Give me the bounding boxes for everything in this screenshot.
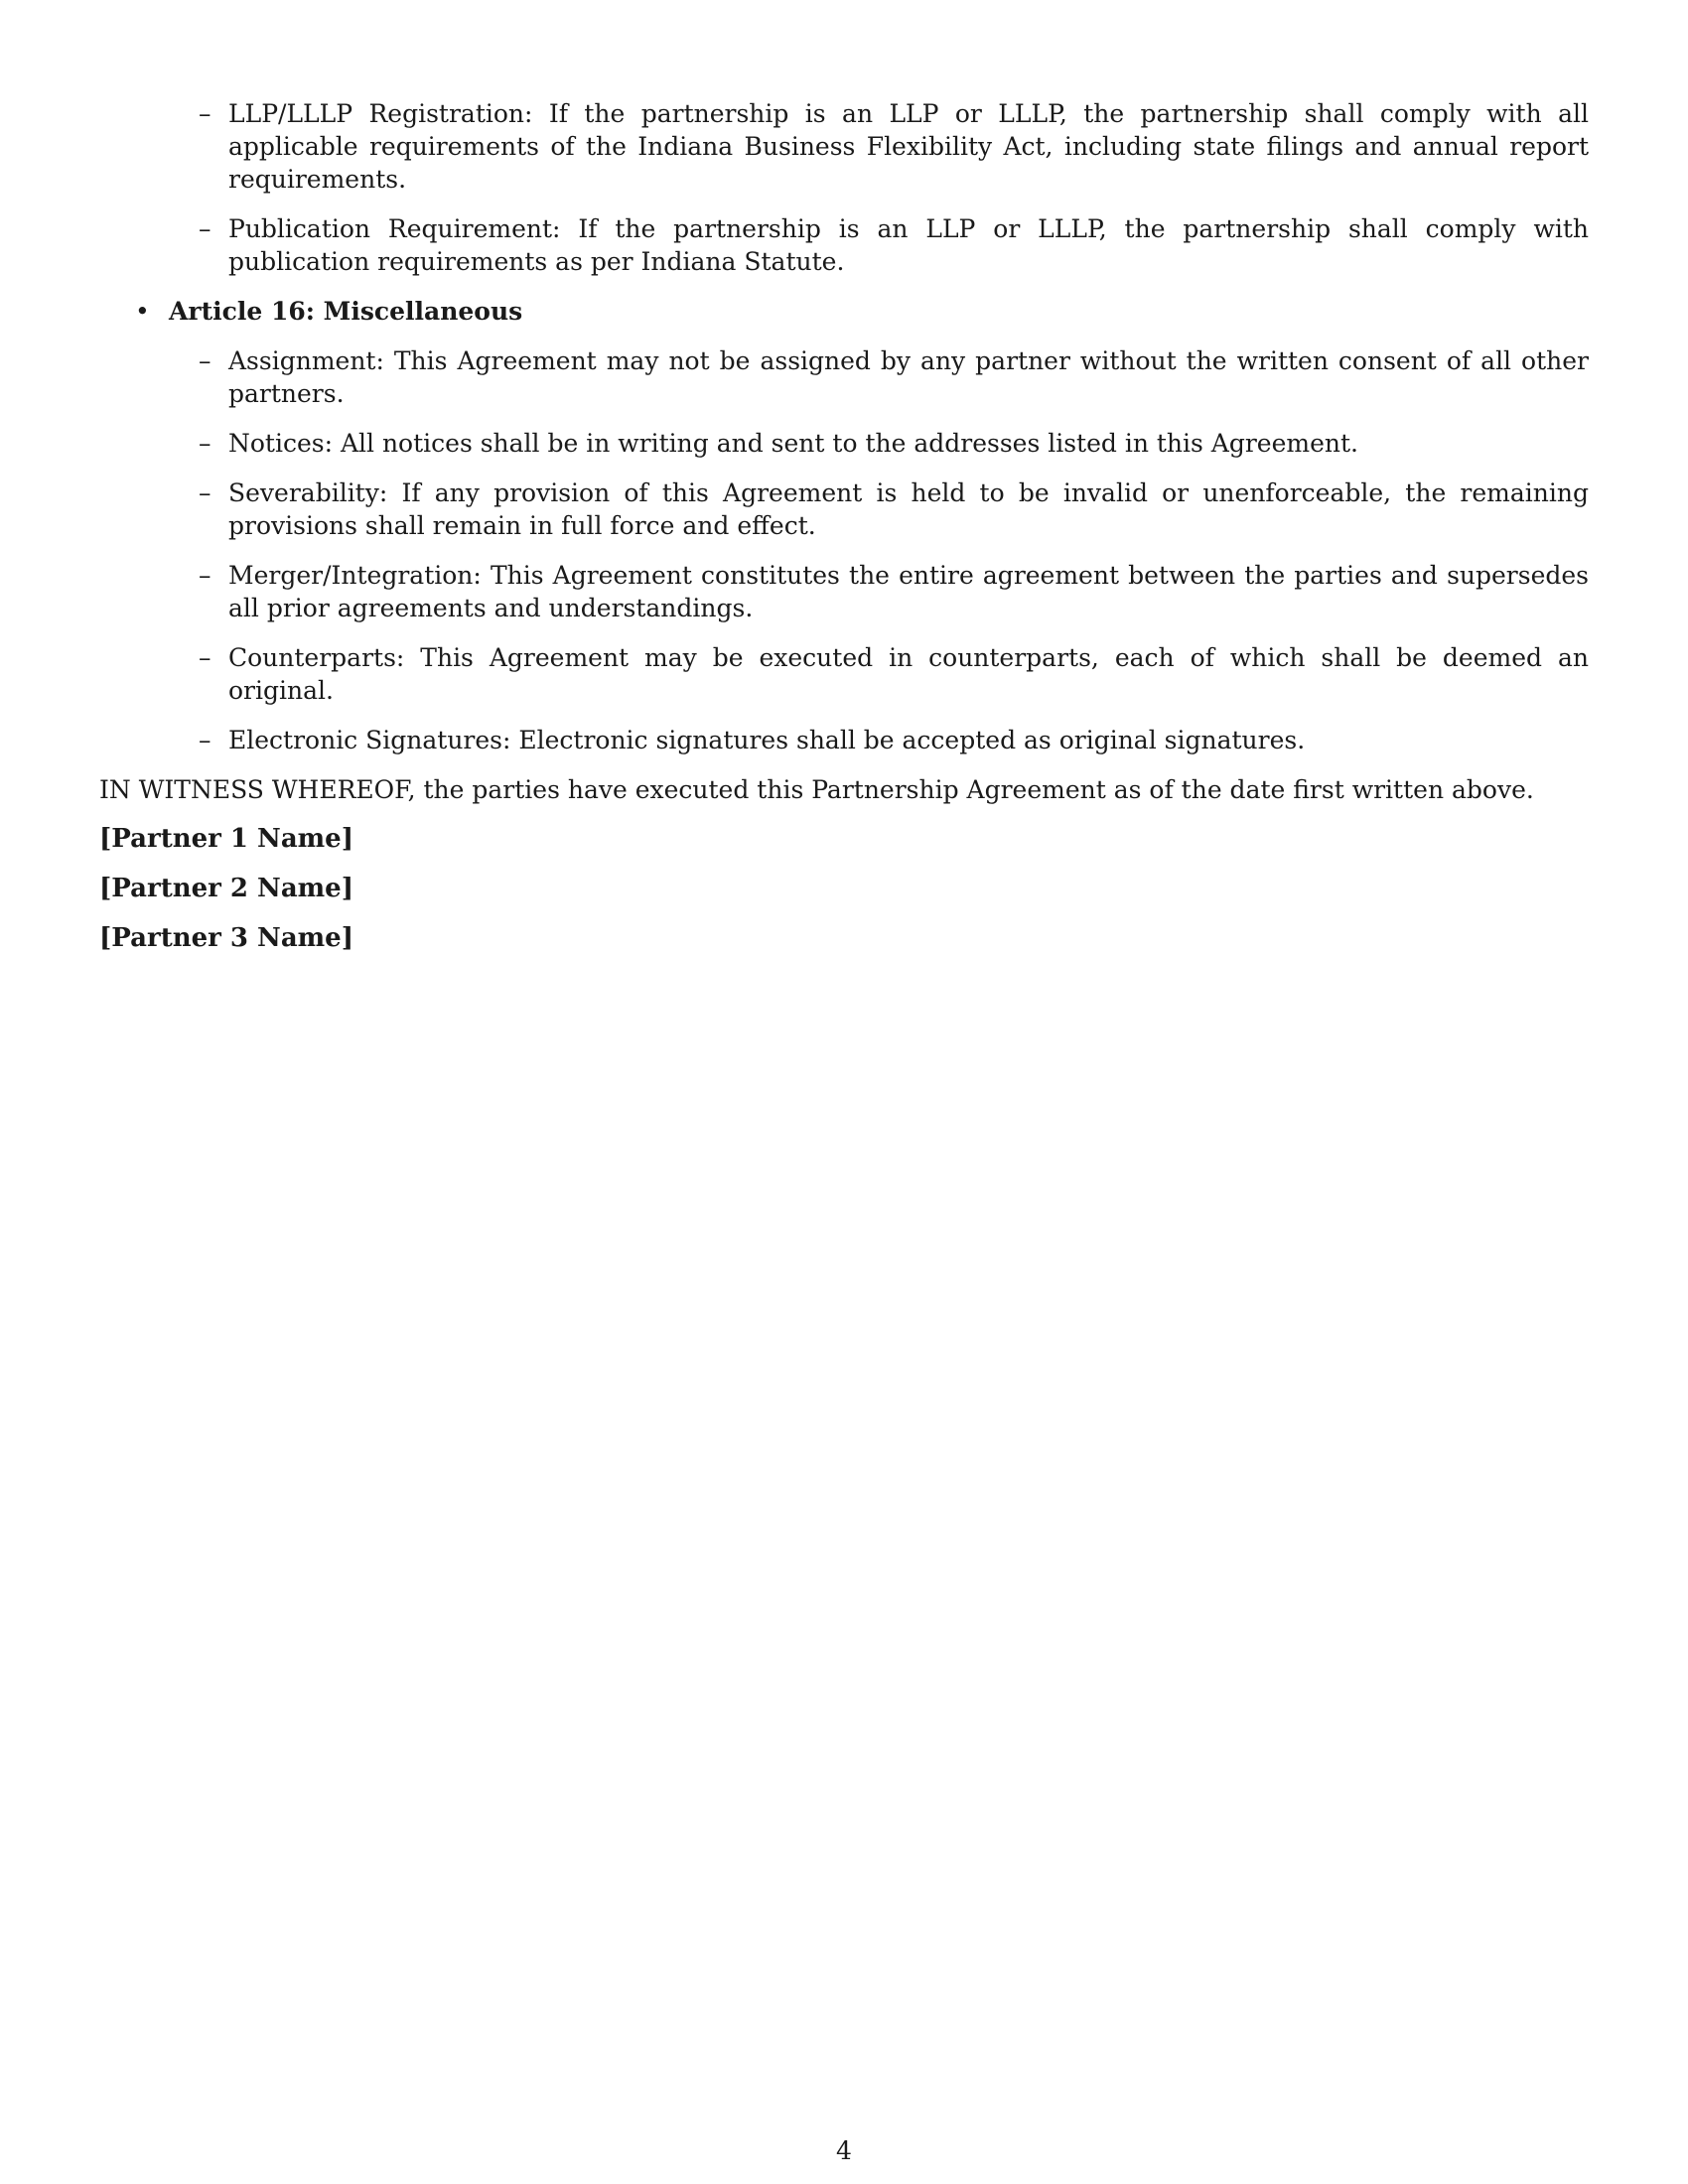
partner-1-signature: [Partner 1 Name] (99, 824, 354, 854)
bullet-marker: • (135, 297, 150, 326)
list-item (99, 344, 1589, 410)
document-page (99, 97, 1589, 972)
partner-3-signature: [Partner 3 Name] (99, 923, 354, 953)
clause-text: Merger/Integration: This Agreement constitutes the entire agreement between the parties and supersedes all prior agreements and understandings. (228, 561, 1589, 622)
list-item (99, 724, 1589, 756)
dash-marker: – (199, 346, 211, 375)
page-number: 4 (836, 2136, 852, 2165)
list-item (99, 212, 1589, 278)
article16-sublist (99, 344, 1589, 756)
list-item (99, 477, 1589, 542)
list-item (99, 427, 1589, 460)
dash-marker: – (199, 726, 211, 754)
clause-text: Counterparts: This Agreement may be executed in counterparts, each of which shall be deemed an original. (228, 643, 1589, 705)
list-item (99, 559, 1589, 624)
clause-text: LLP/LLLP Registration: If the partnership is an LLP or LLLP, the partnership shall comply with all applicable requirements of the Indiana Business Flexibility Act, including state filings and annual report requirements. (228, 99, 1589, 194)
partner-2-signature: [Partner 2 Name] (99, 874, 354, 903)
clause-text: Publication Requirement: If the partnership is an LLP or LLLP, the partnership shall comply with publication requirements as per Indiana Statute. (228, 214, 1589, 276)
clause-text: Electronic Signatures: Electronic signatures shall be accepted as original signatures. (228, 726, 1306, 754)
witness-statement: IN WITNESS WHEREOF, the parties have executed this Partnership Agreement as of the date first written above. (99, 775, 1534, 804)
clause-text: Severability: If any provision of this Agreement is held to be invalid or unenforceable, the remaining provisions shall remain in full force and effect. (228, 478, 1589, 540)
article15-sublist (99, 97, 1589, 278)
dash-marker: – (199, 561, 211, 590)
dash-marker: – (199, 214, 211, 243)
dash-marker: – (199, 99, 211, 128)
dash-marker: – (199, 643, 211, 672)
list-item (99, 641, 1589, 707)
dash-marker: – (199, 478, 211, 507)
article-16-heading (99, 295, 1589, 328)
list-item (99, 97, 1589, 196)
clause-text: Notices: All notices shall be in writing and sent to the addresses listed in this Agreement. (228, 429, 1358, 458)
clause-text: Assignment: This Agreement may not be assigned by any partner without the written consent of all other partners. (228, 346, 1589, 408)
article-title: Article 16: Miscellaneous (169, 297, 523, 326)
dash-marker: – (199, 429, 211, 458)
